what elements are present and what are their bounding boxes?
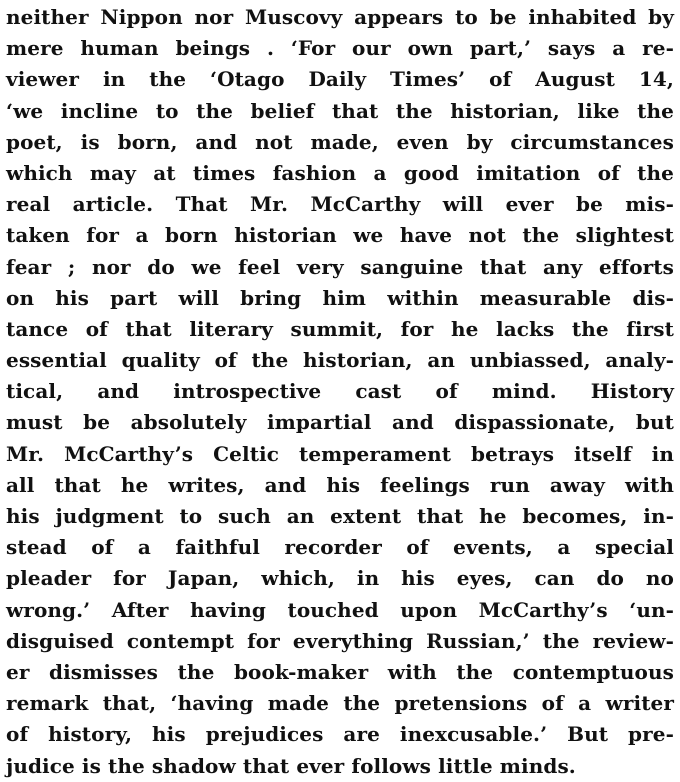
text-line: his judgment to such an extent that he becomes, in- bbox=[6, 504, 674, 528]
text-line: real article. That Mr. McCarthy will ever be mis- bbox=[6, 192, 674, 217]
text-line: wrong.’ After having touched upon McCarthy’s ‘un- bbox=[6, 597, 674, 622]
text-line: disguised contempt for everything Russian,’ the review- bbox=[6, 628, 674, 653]
text-line: tance of that literary summit, for he lacks the first bbox=[6, 316, 674, 341]
article-column bbox=[6, 2, 674, 782]
text-line: taken for a born historian we have not the slightest bbox=[6, 223, 674, 248]
text-line: neither Nippon nor Muscovy appears to be inhabited by bbox=[6, 5, 674, 29]
text-line: judice is the shadow that ever follows little minds. bbox=[6, 753, 576, 778]
text-line: essential quality of the historian, an unbiassed, analy- bbox=[6, 348, 674, 373]
text-line: of history, his prejudices are inexcusable.’ But pre- bbox=[6, 722, 674, 747]
text-line: viewer in the ‘Otago Daily Times’ of August 14, bbox=[6, 67, 674, 92]
text-line: poet, is born, and not made, even by circumstances bbox=[6, 129, 674, 154]
text-line: on his part will bring him within measurable dis- bbox=[6, 285, 674, 310]
text-line: er dismisses the book-maker with the contemptuous bbox=[6, 659, 674, 684]
text-line: all that he writes, and his feelings run away with bbox=[6, 472, 674, 497]
text-line: ‘we incline to the belief that the historian, like the bbox=[6, 98, 674, 123]
text-line: Mr. McCarthy’s Celtic temperament betrays itself in bbox=[6, 441, 674, 466]
text-line: tical, and introspective cast of mind. History bbox=[6, 379, 674, 404]
text-line: pleader for Japan, which, in his eyes, can do no bbox=[6, 566, 674, 591]
text-line: which may at times fashion a good imitation of the bbox=[6, 160, 674, 185]
text-line: fear ; nor do we feel very sanguine that any efforts bbox=[6, 254, 674, 279]
text-line: mere human beings . ‘For our own part,’ says a re- bbox=[6, 36, 674, 61]
text-line: must be absolutely impartial and dispassionate, but bbox=[6, 410, 674, 435]
text-line: stead of a faithful recorder of events, a special bbox=[6, 535, 674, 560]
text-line: remark that, ‘having made the pretensions of a writer bbox=[6, 691, 674, 716]
